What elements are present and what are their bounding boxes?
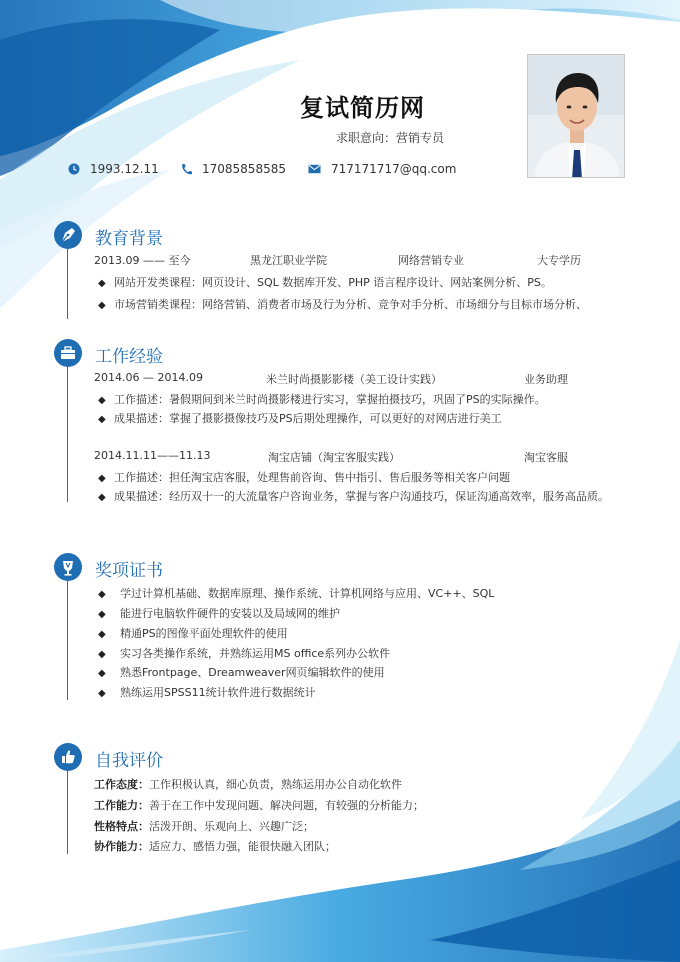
self-eval-label: 工作能力： <box>94 799 149 812</box>
diamond-bullet-icon: ◆ <box>98 609 106 620</box>
job-role: 业务助理 <box>524 373 568 386</box>
job-detail-item: ◆ 成果描述：经历双十一的大流量客户咨询业务，掌握与客户沟通技巧，保证沟通高效率，服务高品质。 <box>98 490 609 503</box>
job-detail-item: ◆ 工作描述：担任淘宝店客服，处理售前咨询、售中指引、售后服务等相关客户问题 <box>98 471 510 484</box>
birth-date: 1993.12.11 <box>90 162 159 176</box>
award-item: ◆ 能进行电脑软件硬件的安装以及局域网的维护 <box>98 607 340 620</box>
diamond-bullet-icon: ◆ <box>98 300 106 311</box>
award-item: ◆ 学过计算机基础、数据库原理、操作系统、计算机网络与应用、VC++、SQL <box>98 587 495 600</box>
self-eval-item: 工作态度：工作积极认真，细心负责，熟练运用办公自动化软件 <box>94 778 402 791</box>
award-item: ◆ 熟悉Frontpage、Dreamweaver网页编辑软件的使用 <box>98 666 385 679</box>
job-period: 2014.11.11——11.13 <box>94 449 211 462</box>
education-period: 2013.09 —— 至今 <box>94 254 191 267</box>
briefcase-icon <box>54 339 82 367</box>
trophy-icon <box>54 553 82 581</box>
self-eval-item: 协作能力：适应力、感悟力强，能很快融入团队； <box>94 840 336 853</box>
self-eval-label: 协作能力： <box>94 840 149 853</box>
contact-birth <box>68 162 159 176</box>
diamond-bullet-icon: ◆ <box>98 589 106 600</box>
diamond-bullet-icon: ◆ <box>98 688 106 699</box>
education-timeline <box>67 241 68 319</box>
awards-timeline <box>67 576 68 700</box>
job-period: 2014.06 — 2014.09 <box>94 371 203 384</box>
work-section-icon <box>54 339 82 367</box>
education-title: 教育背景 <box>95 229 163 249</box>
thumbs-up-icon <box>54 743 82 771</box>
diamond-bullet-icon: ◆ <box>98 668 106 679</box>
diamond-bullet-icon: ◆ <box>98 492 106 503</box>
phone-icon <box>180 163 192 176</box>
education-degree: 大专学历 <box>537 254 581 267</box>
award-item: ◆ 实习各类操作系统，并熟练运用MS office系列办公软件 <box>98 647 391 660</box>
work-timeline <box>67 362 68 502</box>
diamond-bullet-icon: ◆ <box>98 629 106 640</box>
diamond-bullet-icon: ◆ <box>98 414 106 425</box>
self-timeline <box>67 766 68 854</box>
education-section-icon <box>54 221 82 249</box>
pen-nib-icon <box>54 221 82 249</box>
applicant-name: 复试简历网 <box>300 94 425 122</box>
objective-value: 营销专员 <box>396 131 445 145</box>
self-eval-item: 工作能力：善于在工作中发现问题、解决问题，有较强的分析能力； <box>94 799 424 812</box>
email-address[interactable]: 717171717@qq.com <box>331 162 457 176</box>
profile-photo <box>527 54 625 178</box>
work-title: 工作经验 <box>95 347 163 367</box>
self-title: 自我评价 <box>95 751 163 771</box>
self-eval-label: 性格特点： <box>94 820 149 833</box>
diamond-bullet-icon: ◆ <box>98 649 106 660</box>
job-detail-item: ◆ 工作描述：暑假期间到米兰时尚摄影楼进行实习，掌握拍摄技巧，巩固了PS的实际操作。 <box>98 393 546 406</box>
objective-label: 求职意向： <box>336 131 397 145</box>
portrait-illustration <box>528 55 625 178</box>
diamond-bullet-icon: ◆ <box>98 395 106 406</box>
education-major: 网络营销专业 <box>398 254 464 267</box>
diamond-bullet-icon: ◆ <box>98 278 106 289</box>
job-detail-item: ◆ 成果描述：掌握了摄影摄像技巧及PS后期处理操作，可以更好的对网店进行美工 <box>98 412 502 425</box>
mail-icon <box>308 164 321 174</box>
education-course-item: ◆ 市场营销类课程：网络营销、消费者市场及行为分析、竞争对手分析、市场细分与目标市场分析、 <box>98 298 587 311</box>
clock-icon <box>68 163 80 175</box>
award-item: ◆ 熟练运用SPSS11统计软件进行数据统计 <box>98 686 316 699</box>
awards-section-icon <box>54 553 82 581</box>
diamond-bullet-icon: ◆ <box>98 473 106 484</box>
self-section-icon <box>54 743 82 771</box>
job-role: 淘宝客服 <box>524 451 568 464</box>
job-objective <box>336 129 444 146</box>
award-item: ◆ 精通PS的图像平面处理软件的使用 <box>98 627 288 640</box>
awards-title: 奖项证书 <box>95 561 163 581</box>
contact-email <box>308 162 456 176</box>
phone-number[interactable]: 17085858585 <box>202 162 286 176</box>
self-eval-label: 工作态度： <box>94 778 149 791</box>
self-eval-item: 性格特点：活泼开朗、乐观向上、兴趣广泛； <box>94 820 314 833</box>
contact-phone <box>180 162 286 176</box>
job-company: 淘宝店铺（淘宝客服实践） <box>268 451 400 464</box>
job-company: 米兰时尚摄影影楼（美工设计实践） <box>266 373 442 386</box>
education-course-item: ◆ 网站开发类课程：网页设计、SQL 数据库开发、PHP 语言程序设计、网站案例分析、PS。 <box>98 276 552 289</box>
education-school: 黑龙江职业学院 <box>250 254 327 267</box>
